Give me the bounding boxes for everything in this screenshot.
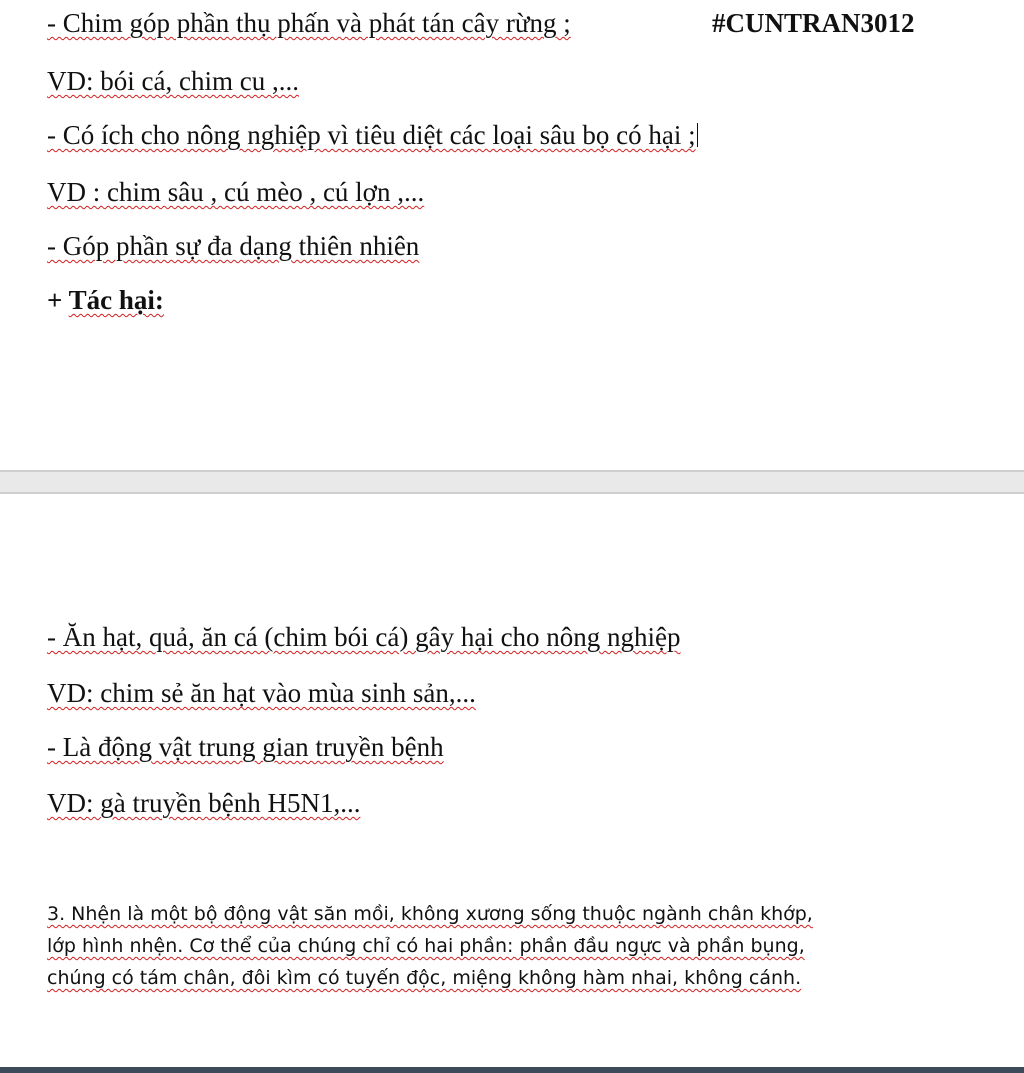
window-bottom-border xyxy=(0,1067,1024,1073)
text-line: VD: chim sẻ ăn hạt vào mùa sinh sản,... xyxy=(47,678,476,708)
text-line: VD : chim sâu , cú mèo , cú lợn ,... xyxy=(47,177,425,207)
text-line: - Là động vật trung gian truyền bệnh xyxy=(47,732,444,762)
text-line: - Góp phần sự đa dạng thiên nhiên xyxy=(47,231,420,261)
page-break-separator xyxy=(0,470,1024,494)
paragraph-line: chúng có tám chân, đôi kìm có tuyến độc, miệng không hàm nhai, không cánh. xyxy=(47,967,802,989)
heading-line xyxy=(47,285,164,316)
paragraph-line: lớp hình nhện. Cơ thể của chúng chỉ có hai phần: phần đầu ngực và phần bụng, xyxy=(47,935,805,957)
text-line-with-cursor xyxy=(47,120,698,151)
text-cursor xyxy=(697,123,698,147)
hashtag-watermark: #CUNTRAN3012 xyxy=(712,8,915,38)
text-line: - Chim góp phần thụ phấn và phát tán cây rừng ; xyxy=(47,8,571,38)
spider-paragraph xyxy=(47,898,927,994)
document-page-2 xyxy=(0,494,1024,1065)
text-line: VD: gà truyền bệnh H5N1,... xyxy=(47,788,361,818)
document-page-1 xyxy=(0,0,1024,470)
heading-prefix: + xyxy=(47,285,69,315)
text-line: - Ăn hạt, quả, ăn cá (chim bói cá) gây hại cho nông nghiệp xyxy=(47,622,681,652)
paragraph-line: 3. Nhện là một bộ động vật săn mồi, không xương sống thuộc ngành chân khớp, xyxy=(47,903,813,925)
text-line: - Có ích cho nông nghiệp vì tiêu diệt các loại sâu bọ có hại ; xyxy=(47,120,696,150)
heading-label: Tác hại: xyxy=(68,285,164,315)
text-line: VD: bói cá, chim cu ,... xyxy=(47,66,299,96)
